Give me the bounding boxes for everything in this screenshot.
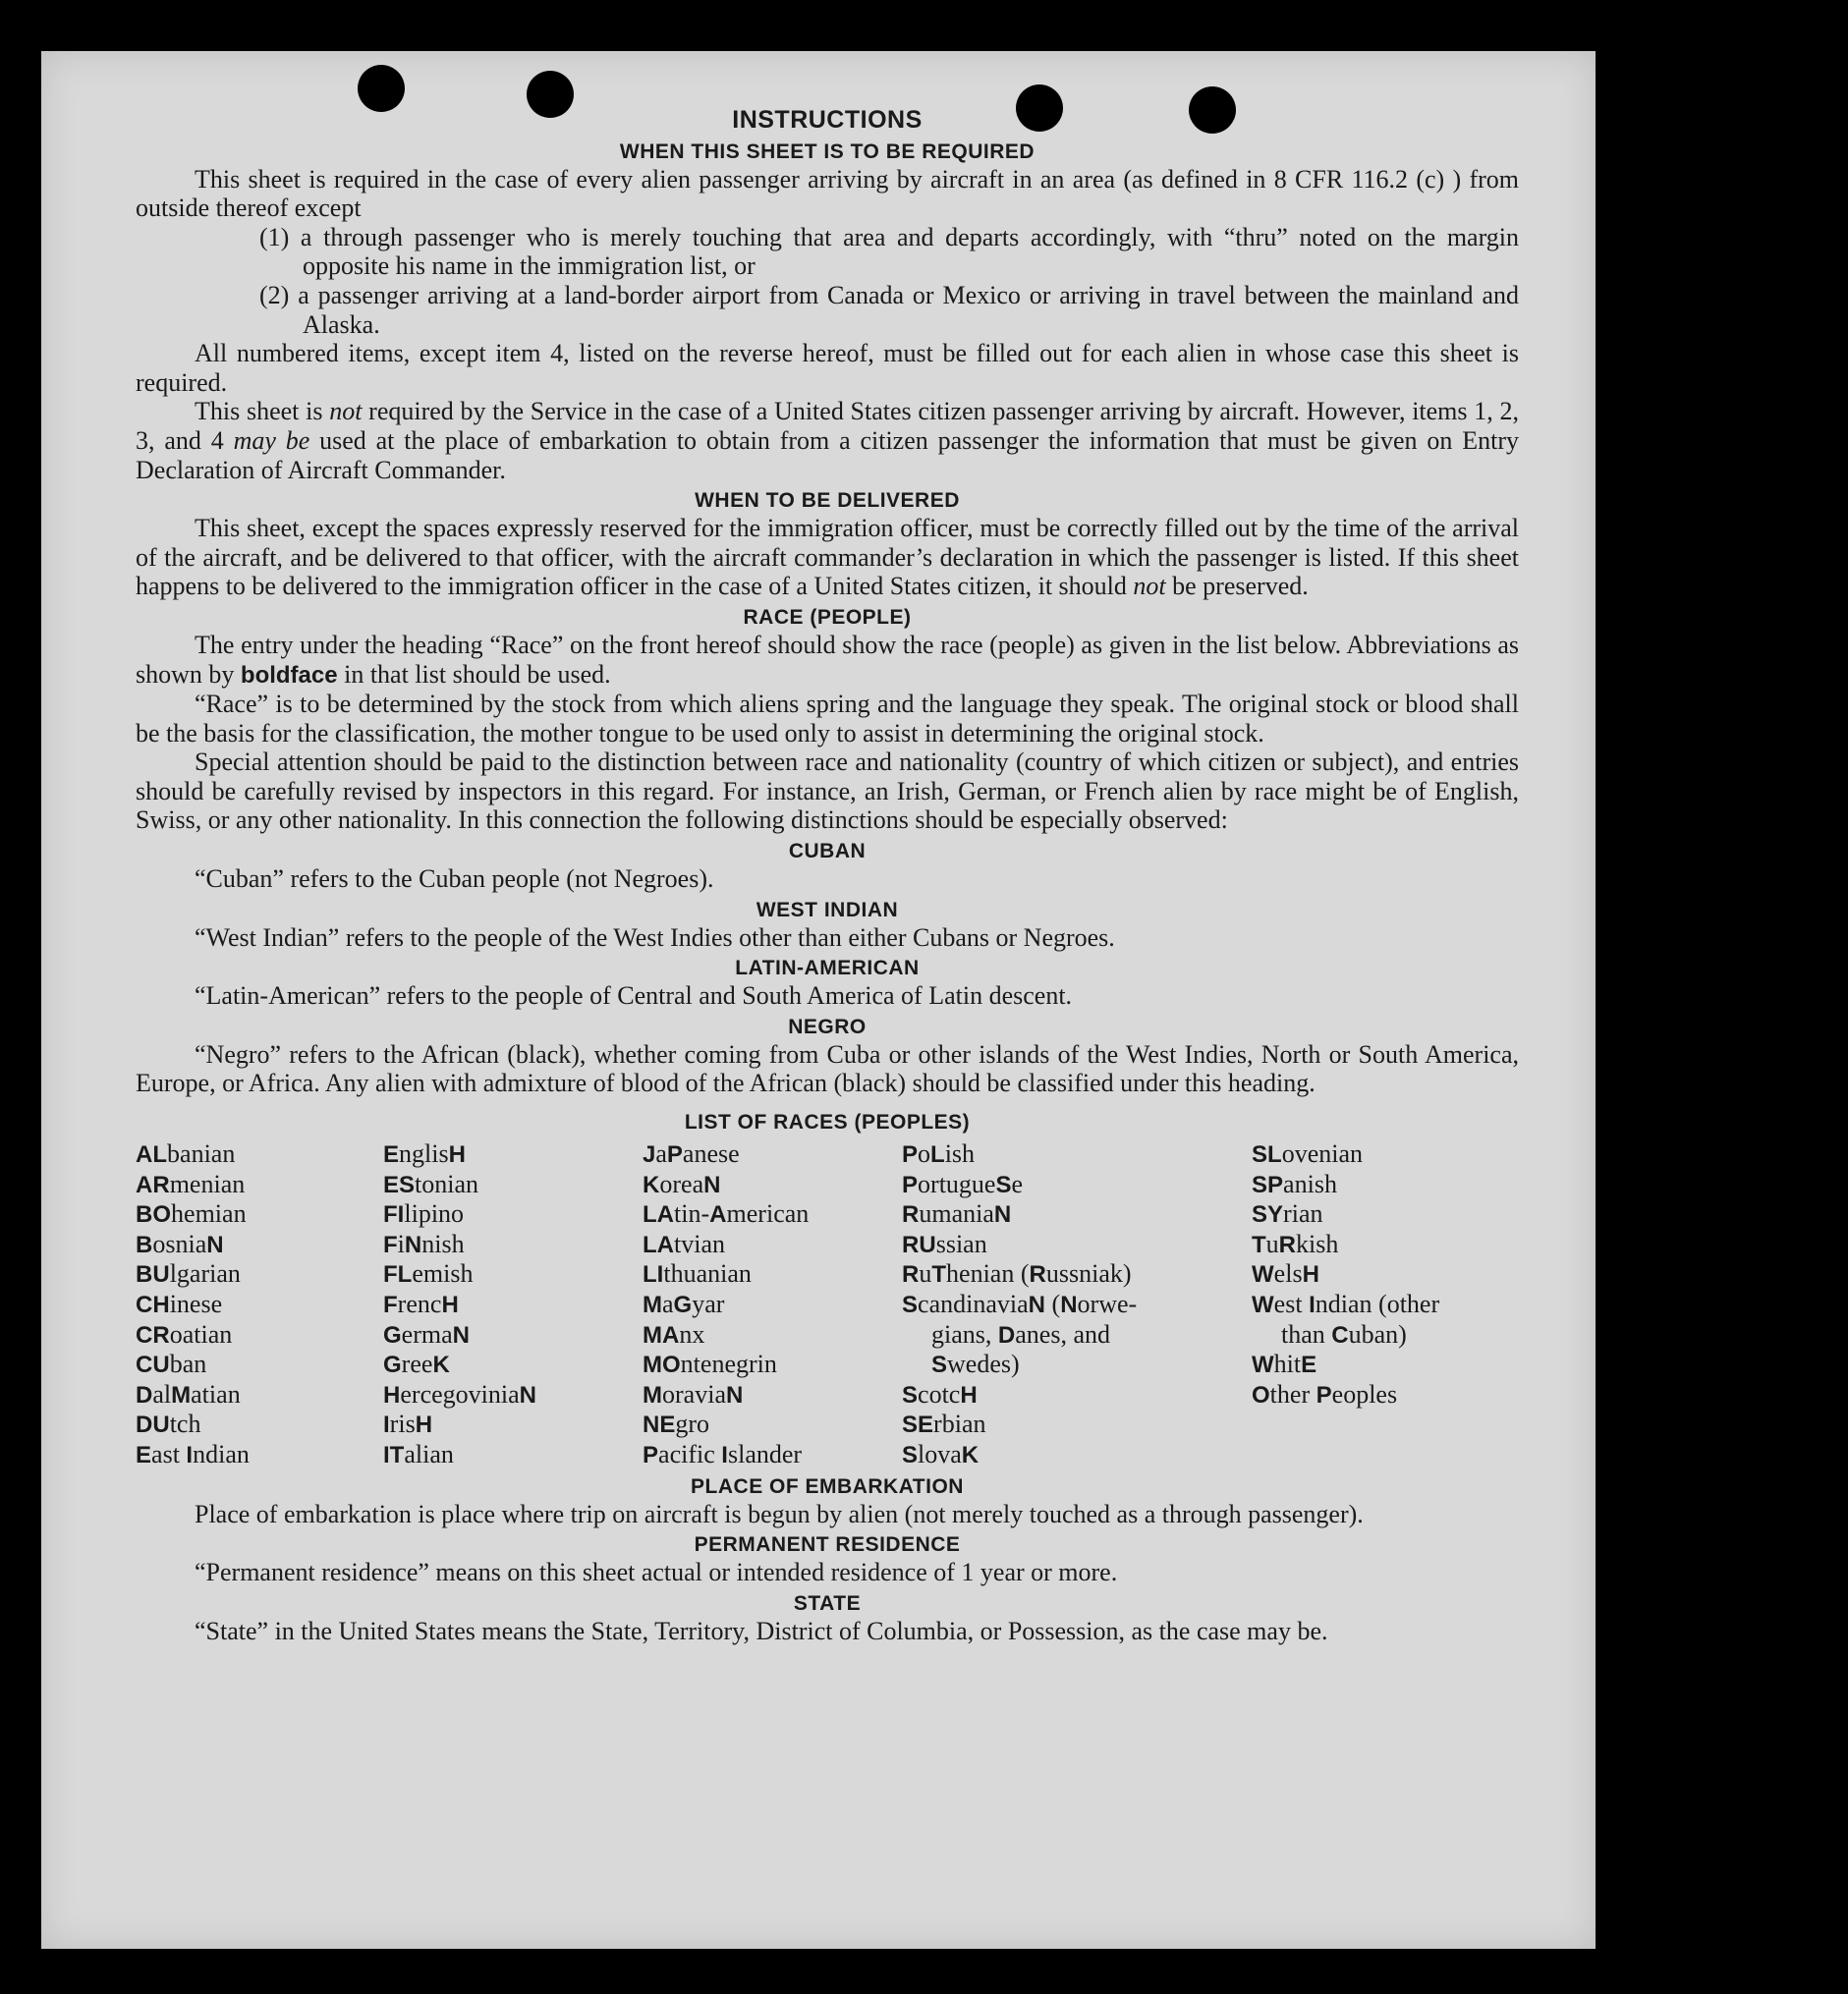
race-entry: West Indian (other (1252, 1290, 1440, 1318)
race-entry: CHinese (136, 1290, 223, 1318)
race-entry: HercegoviniaN (383, 1379, 537, 1409)
text-run: This sheet is (195, 397, 330, 426)
paragraph: “Permanent residence” means on this sheet actual or intended residence of 1 year or more. (195, 1558, 1118, 1587)
paragraph: “Negro” refers to the African (black), whether coming from Cuba or other islands of the West Indies, North or South America, Europe, or Africa. Any alien with admixture of blood of the African (black) should be classified under this heading. (136, 1039, 1519, 1098)
paragraph: Place of embarkation is place where trip on aircraft is begun by alien (not merely touched as a through passenger). (195, 1499, 1364, 1528)
race-entry: FrencH (383, 1290, 459, 1318)
paragraph: “State” in the United States means the State, Territory, District of Columbia, or Possession, as the case may be. (195, 1616, 1328, 1645)
race-entry: IrisH (383, 1410, 433, 1439)
race-entry: LIthuanian (643, 1259, 752, 1289)
race-entry: MAnx (643, 1319, 705, 1349)
race-entry: FLemish (383, 1259, 474, 1289)
list-item: (1) a through passenger who is merely touching that area and departs accordingly, with “thru” noted on the margin opposite his name in the immigration list, or (259, 222, 1519, 281)
race-entry: RuThenian (Russniak) (902, 1259, 1132, 1289)
race-entry: KoreaN (643, 1169, 721, 1198)
races-table (136, 1139, 1519, 1470)
bold-text: boldface (240, 661, 338, 689)
document-sheet (41, 51, 1596, 1949)
race-entry: ARmenian (136, 1169, 246, 1198)
race-entry: WelsH (1252, 1259, 1319, 1289)
text-run: This sheet, except the spaces expressly reserved for the immigration officer, must be correctly filled out by the time of the arrival of the aircraft, and be delivered to that officer, with the aircraft commander’s declaration in which the passenger is listed. If this sheet happens to be delivered to the immigration officer in the case of a United States citizen, it should (136, 514, 1519, 601)
heading-residence: PERMANENT RESIDENCE (694, 1533, 961, 1557)
race-entry: PoLish (902, 1139, 976, 1169)
heading-state: STATE (793, 1591, 862, 1615)
race-entry: SYrian (1252, 1199, 1323, 1229)
race-entry: BOhemian (136, 1199, 247, 1229)
race-entry: LAtvian (643, 1229, 726, 1258)
heading-latin-american: LATIN-AMERICAN (735, 957, 920, 980)
races-column (902, 1139, 1252, 1470)
heading-west-indian: WEST INDIAN (756, 898, 899, 921)
text-run: The entry under the heading “Race” on the front hereof should show the race (people) as given in the list below. Abbreviations as shown by (136, 630, 1519, 689)
heading-cuban: CUBAN (788, 840, 867, 863)
race-entry: JaPanese (643, 1139, 740, 1169)
race-entry: than Cuban) (1281, 1319, 1407, 1349)
race-entry: TuRkish (1252, 1229, 1339, 1258)
paragraph: “Race” is to be determined by the stock from which aliens spring and the language they speak. The original stock or blood shall be the basis for the classification, the mother tongue to be used only to assist in determining the original stock. (136, 690, 1519, 748)
race-entry: WhitE (1252, 1350, 1317, 1379)
race-entry: Pacific Islander (643, 1439, 803, 1468)
races-column (383, 1139, 643, 1470)
paragraph (136, 397, 1519, 484)
text-run: in that list should be used. (337, 659, 611, 689)
document-body (136, 106, 1519, 1645)
race-entry: ScandinaviaN (Norwe- (902, 1290, 1138, 1318)
race-entry: Swedes) (931, 1350, 1020, 1379)
race-entry: EStonian (383, 1169, 479, 1198)
race-entry: FiNnish (383, 1229, 465, 1258)
race-entry: FIlipino (383, 1199, 465, 1229)
races-column (136, 1139, 383, 1470)
heading-embarkation: PLACE OF EMBARKATION (691, 1474, 964, 1498)
text-run: used at the place of embarkation to obtain from a citizen passenger the information that must be given on Entry Declaration of Aircraft Commander. (136, 425, 1519, 484)
race-entry: MOntenegrin (643, 1350, 777, 1379)
italic-text: may be (233, 425, 310, 455)
paragraph: All numbered items, except item 4, listed on the reverse hereof, must be filled out for each alien in whose case this sheet is required. (136, 339, 1519, 397)
paragraph (136, 514, 1519, 601)
race-entry: ScotcH (902, 1379, 978, 1409)
paragraph: “Cuban” refers to the Cuban people (not Negroes). (195, 864, 714, 894)
paragraph: Special attention should be paid to the distinction between race and nationality (country of which citizen or subject), and entries should be carefully revised by inspectors in this regard. For instance, an Irish, German, or French alien by race might be of English, Swiss, or any other nationality. In this connection the following distinctions should be especially observed: (136, 748, 1519, 835)
race-entry: PortugueSe (902, 1169, 1024, 1198)
race-entry: RumaniaN (902, 1199, 1012, 1229)
paragraph: “West Indian” refers to the people of the West Indies other than either Cubans or Negroes. (195, 922, 1115, 952)
heading-negro: NEGRO (788, 1015, 867, 1038)
race-entry: gians, Danes, and (931, 1319, 1111, 1349)
paragraph (136, 631, 1519, 690)
text-run: be preserved. (1165, 572, 1309, 601)
race-entry: DUtch (136, 1410, 201, 1439)
race-entry: CUban (136, 1350, 207, 1379)
paragraph: This sheet is required in the case of every alien passenger arriving by aircraft in an area (as defined in 8 CFR 116.2 (c) ) from outside thereof except (136, 164, 1519, 223)
race-entry: RUssian (902, 1229, 987, 1258)
text-run: required by the Service in the case of a United States citizen passenger arriving by aircraft. However, items 1, 2, 3, and 4 (136, 397, 1519, 455)
race-entry: Other Peoples (1252, 1379, 1398, 1409)
race-entry: East Indian (136, 1439, 250, 1468)
heading-race: RACE (PEOPLE) (743, 605, 912, 629)
paragraph: “Latin-American” refers to the people of Central and South America of Latin descent. (195, 981, 1073, 1011)
race-entry: EnglisH (383, 1139, 466, 1169)
italic-text: not (1133, 572, 1166, 601)
heading-when-delivered: WHEN TO BE DELIVERED (695, 489, 960, 513)
race-entry: DalMatian (136, 1379, 241, 1409)
heading-when-required: WHEN THIS SHEET IS TO BE REQUIRED (619, 139, 1036, 163)
race-entry: BUlgarian (136, 1259, 241, 1289)
italic-text: not (329, 397, 363, 426)
race-entry: CRoatian (136, 1319, 233, 1349)
races-column (643, 1139, 902, 1470)
race-entry: GermaN (383, 1319, 471, 1349)
races-column (1252, 1139, 1519, 1470)
race-entry: SErbian (902, 1410, 986, 1439)
race-entry: LAtin-American (643, 1199, 810, 1229)
punch-hole (358, 65, 405, 112)
race-entry: MaGyar (643, 1290, 725, 1318)
race-entry: ITalian (383, 1439, 454, 1468)
document-title: INSTRUCTIONS (732, 106, 923, 134)
race-entry: ALbanian (136, 1139, 236, 1169)
race-entry: NEgro (643, 1410, 710, 1439)
race-entry: SlovaK (902, 1439, 980, 1468)
race-entry: BosniaN (136, 1229, 224, 1258)
race-entry: GreeK (383, 1350, 450, 1379)
race-entry: SPanish (1252, 1169, 1337, 1198)
race-entry: MoraviaN (643, 1379, 744, 1409)
heading-list-of-races: LIST OF RACES (PEOPLES) (684, 1111, 971, 1135)
race-entry: SLovenian (1252, 1139, 1364, 1169)
list-item: (2) a passenger arriving at a land-border airport from Canada or Mexico or arriving in travel between the mainland and Alaska. (259, 280, 1519, 339)
